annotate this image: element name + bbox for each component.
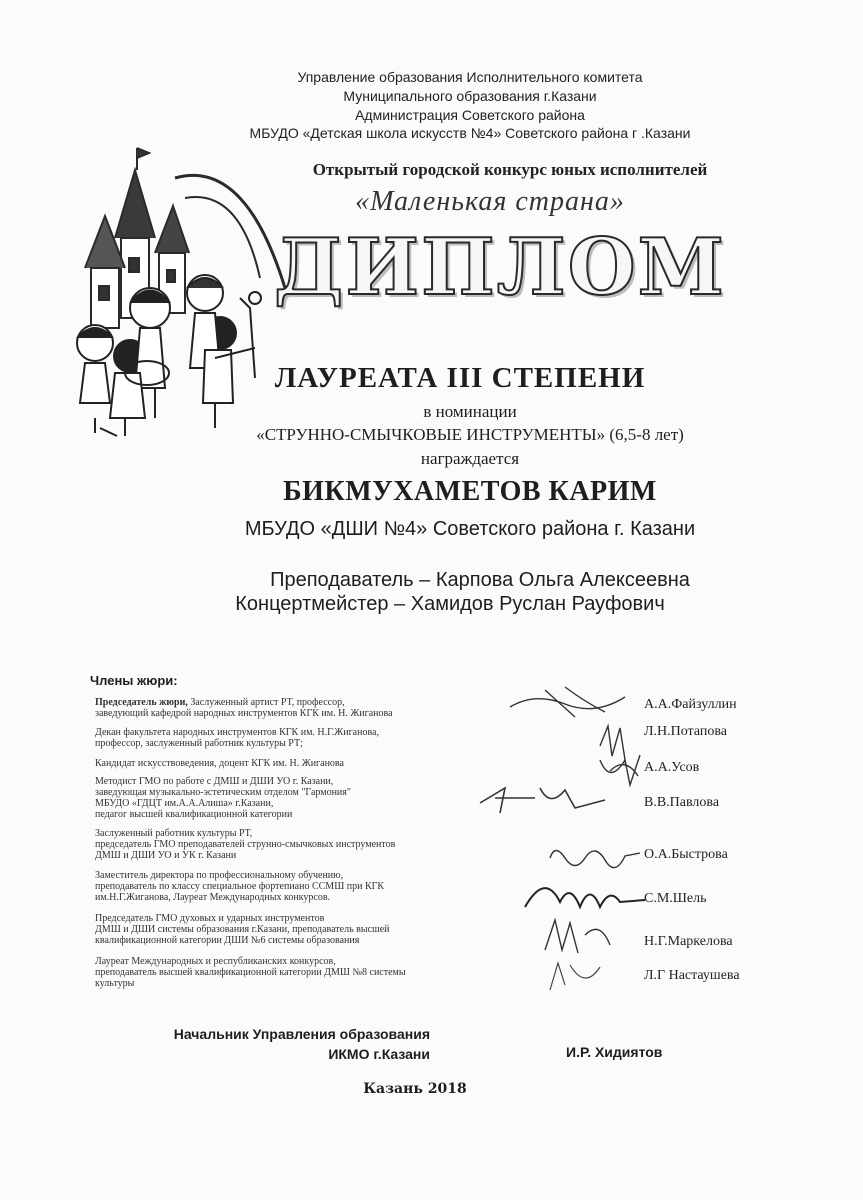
org-line-3: Администрация Советского района [355, 107, 585, 123]
teacher-line: Преподаватель – Карпова Ольга Алексеевна [270, 569, 690, 591]
jury-member-5-name: О.А.Быстрова [644, 847, 728, 862]
jury-desc-line: заведующий кафедрой народных инструментов КГК им. Н. Жиганова [95, 708, 393, 719]
jury-member-6-desc [95, 870, 425, 903]
jury-desc-line: преподаватель высшей квалификационной категории ДМШ №8 системы [95, 967, 406, 978]
jury-desc-line: Председатель ГМО духовых и ударных инструментов [95, 913, 325, 924]
laureate-degree: ЛАУРЕАТА III СТЕПЕНИ [274, 362, 646, 394]
accompanist-line: Концертмейстер – Хамидов Руслан Рауфович [235, 593, 665, 615]
jury-desc-line: профессор, заслуженный работник культуры РТ; [95, 738, 303, 749]
contest-title: Открытый городской конкурс юных исполнителей [312, 160, 708, 179]
department-head-org: ИКМО г.Казани [328, 1046, 430, 1062]
jury-desc-line: им.Н.Г.Жиганова, Лауреат Международных конкурсов. [95, 892, 331, 903]
school-name: МБУДО «ДШИ №4» Советского района г. Казани [244, 518, 696, 540]
org-line-4: МБУДО «Детская школа искусств №4» Советского района г .Казани [249, 125, 691, 141]
jury-member-3-desc [95, 758, 425, 769]
department-head-name: И.Р. Хидиятов [566, 1044, 663, 1060]
jury-member-4-name: В.В.Павлова [644, 795, 720, 810]
jury-member-7-desc [95, 913, 425, 946]
jury-desc-line: педагог высшей квалификационной категории [95, 809, 293, 820]
city-year: Казань 2018 [363, 1081, 467, 1097]
jury-desc-line: культуры [95, 978, 135, 989]
jury-member-7-name: Н.Г.Маркелова [644, 934, 733, 949]
contest-name: «Маленькая страна» [355, 186, 625, 217]
jury-member-1-title: Председатель жюри, [95, 697, 188, 708]
jury-desc-line: Лауреат Международных и республиканских конкурсов, [95, 956, 336, 967]
winner-name: БИКМУХАМЕТОВ КАРИМ [283, 476, 657, 507]
awarded-label: награждается [420, 449, 520, 468]
signature-4 [475, 778, 615, 818]
jury-desc-line: МБУДО «ГДЦТ им.А.А.Алиша» г.Казани, [95, 798, 274, 809]
jury-desc-line: Кандидат искусствоведения, доцент КГК им. Н. Жиганова [95, 758, 344, 769]
signature-7 [540, 915, 620, 960]
jury-desc-line: Заместитель директора по профессиональному обучению, [95, 870, 344, 881]
org-line-1: Управление образования Исполнительного комитета [297, 69, 643, 85]
jury-desc-line: Заслуженный работник культуры РТ, [95, 828, 253, 839]
jury-member-5-desc [95, 828, 425, 861]
signature-8 [540, 955, 610, 995]
jury-member-8-desc [95, 956, 425, 989]
jury-member-4-desc [95, 776, 425, 820]
jury-desc-line: ДМШ и ДШИ системы образования г.Казани, преподаватель высшей [95, 924, 390, 935]
org-line-2: Муниципального образования г.Казани [343, 88, 597, 104]
jury-member-2-name: Л.Н.Потапова [644, 724, 727, 739]
jury-member-1-desc [95, 697, 425, 719]
jury-desc-line: Методист ГМО по работе с ДМШ и ДШИ УО г. Казани, [95, 776, 334, 787]
jury-heading: Члены жюри: [90, 673, 178, 688]
jury-member-6-name: С.М.Шель [644, 891, 707, 906]
department-head-title: Начальник Управления образования [173, 1026, 430, 1042]
jury-desc-line: преподаватель по классу специальное фортепиано ССМШ при КГК [95, 881, 385, 892]
jury-member-2-desc [95, 727, 425, 749]
jury-desc-line: квалификационной категории ДШИ №6 системы образования [95, 935, 360, 946]
diploma-heading: ДИПЛОМ [274, 222, 726, 313]
jury-member-3-name: А.А.Усов [644, 760, 700, 775]
nomination-title: «СТРУННО-СМЫЧКОВЫЕ ИНСТРУМЕНТЫ» (6,5-8 лет) [256, 425, 684, 444]
jury-desc-line: Декан факультета народных инструментов КГК им. Н.Г.Жиганова, [95, 727, 379, 738]
jury-desc-line: ДМШ и ДШИ УО и УК г. Казани [95, 850, 237, 861]
jury-member-8-name: Л.Г Настаушева [644, 968, 740, 983]
jury-member-1-name: А.А.Файзуллин [644, 697, 737, 712]
jury-desc-line: заведующая музыкально-эстетическим отделом "Гармония" [95, 787, 351, 798]
jury-desc-line: председатель ГМО преподавателей струнно-смычковых инструментов [95, 839, 396, 850]
nomination-prefix: в номинации [423, 402, 517, 421]
jury-desc-line: Заслуженный артист РТ, профессор, [187, 697, 345, 708]
